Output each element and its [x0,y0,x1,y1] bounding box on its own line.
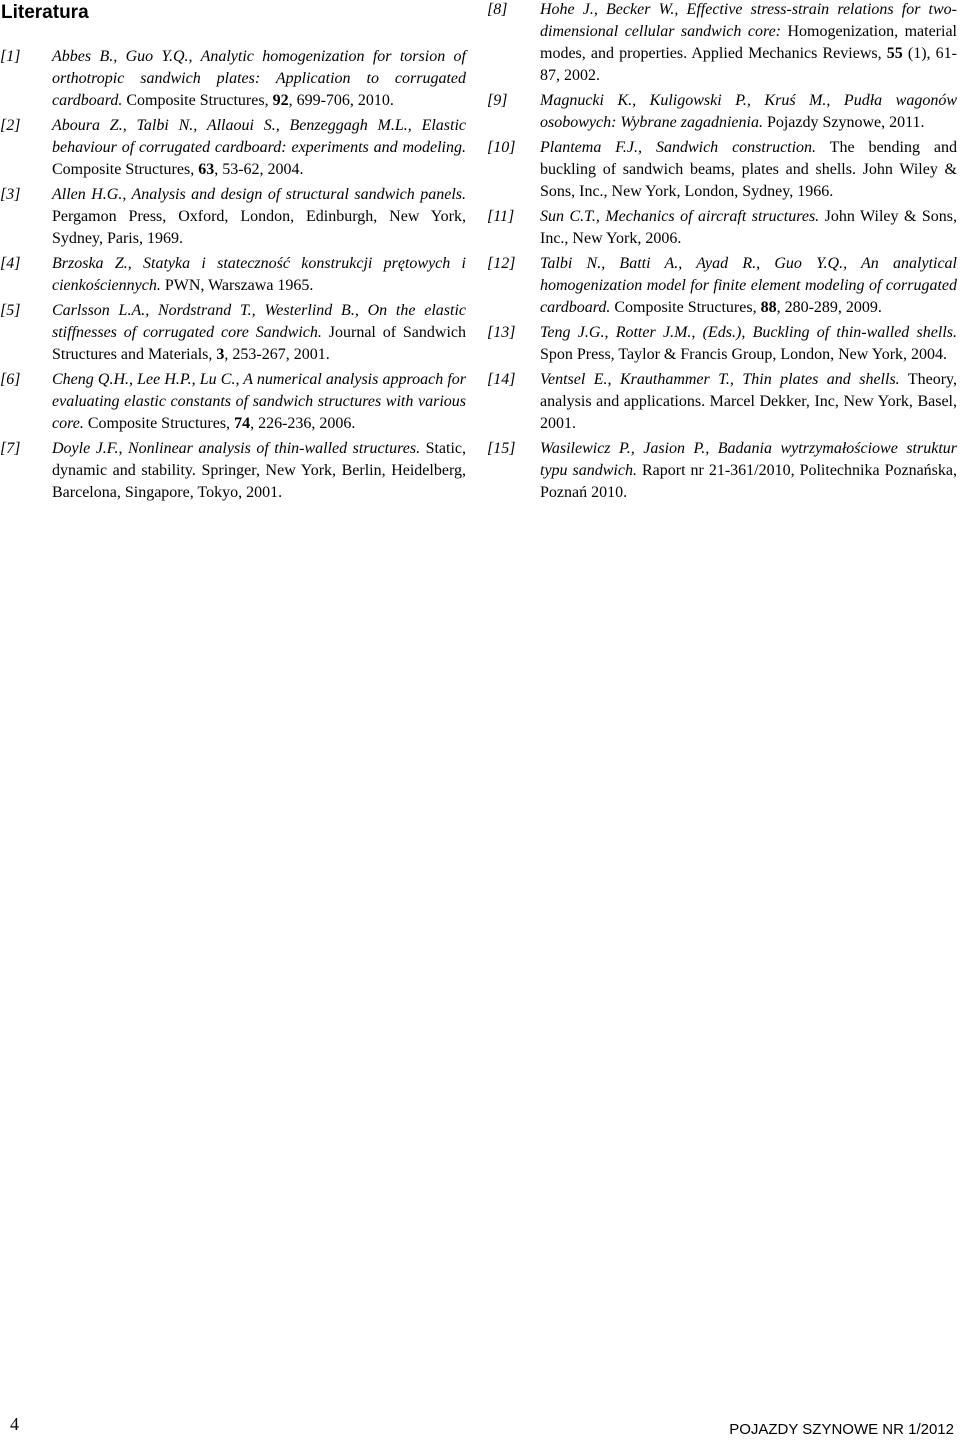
journal-footer: POJAZDY SZYNOWE NR 1/2012 [729,1421,954,1438]
reference-item [487,206,957,250]
reference-title: , An analytical homogenization model for finite element modeling of corrugated cardboard. [540,255,958,316]
reference-item [0,253,466,297]
reference-text [52,438,466,504]
reference-authors: Doyle J.F. [52,440,119,457]
reference-title: , On the elastic stiffnesses of corrugated core Sandwich. [52,302,466,341]
reference-publication: Homogenization, material modes, and properties. Applied Mechanics Reviews, [540,23,957,62]
reference-volume: 88 [760,299,777,316]
reference-title: , Statyka i stateczność konstrukcji prętowych i cienkościennych. [52,255,466,294]
reference-item [487,90,957,134]
reference-authors: Ventsel E., Krauthammer T. [540,371,730,388]
reference-authors: Magnucki K., Kuligowski P., Kruś M. [540,92,827,109]
reference-pages-year: , 253-267, 2001. [224,346,330,363]
reference-authors: Abbes B., Guo Y.Q. [52,48,189,65]
reference-title: , Buckling of thin-walled shells. [741,324,957,341]
reference-number: [12] [487,255,516,272]
reference-volume: 3 [216,346,225,363]
reference-authors: Aboura Z., Talbi N., Allaoui S., Benzeggagh M.L. [52,117,408,134]
reference-item [0,184,466,250]
reference-title: , Pudła wagonów osobowych: Wybrane zagadnienia. [540,92,957,131]
reference-title: , Analytic homogenization for torsion of orthotropic sandwich plates: Application to corrugated cardboard. [52,48,466,109]
reference-publication: Theory, analysis and applications. Marcel Dekker, Inc, New York, Basel, 2001. [540,371,957,432]
reference-publication: PWN, Warszawa 1965. [160,277,314,294]
reference-pages-year: , 699-706, 2010. [288,92,394,109]
reference-text [52,46,466,112]
reference-number: [1] [0,48,21,65]
reference-number: [9] [487,92,508,109]
reference-item [0,46,466,112]
reference-text [540,438,957,504]
reference-title: , Badania wytrzymałościowe struktur typu sandwich. [540,440,957,479]
reference-item [487,137,957,203]
reference-text [52,115,466,181]
reference-number: [2] [0,117,21,134]
reference-authors: Brzoska Z. [52,255,128,272]
reference-title: , Analysis and design of structural sandwich panels. [122,186,467,203]
reference-number: [8] [487,1,508,18]
reference-item [487,322,957,366]
reference-text [540,322,957,366]
reference-authors: Carlsson L.A., Nordstrand T., Westerlind B. [52,302,355,319]
reference-title: , Mechanics of aircraft structures. [595,208,820,225]
reference-item [487,369,957,435]
reference-title: , Effective stress-strain relations for two-dimensional cellular sandwich core: [540,1,957,40]
reference-item [487,438,957,504]
references-left-column [0,46,466,507]
reference-title: , Nonlinear analysis of thin-walled structures. [118,440,421,457]
reference-number: [14] [487,371,516,388]
reference-authors: Sun C.T. [540,208,596,225]
reference-publication: Pojazdy Szynowe, 2011. [762,114,925,131]
reference-number: [5] [0,302,21,319]
reference-item [0,300,466,366]
page-number: 4 [10,1414,19,1434]
reference-text [540,369,957,435]
reference-item [487,253,957,319]
reference-item [0,115,466,181]
reference-item [487,0,957,87]
reference-authors: Wasilewicz P., Jasion P. [540,440,706,457]
reference-number: [7] [0,440,21,457]
reference-item [0,369,466,435]
reference-authors: Plantema F.J. [540,139,639,156]
reference-pages-year: , 280-289, 2009. [776,299,882,316]
reference-publication: Pergamon Press, Oxford, London, Edinburgh, New York, Sydney, Paris, 1969. [52,208,466,247]
reference-authors: Allen H.G. [52,186,123,203]
reference-text [52,300,466,366]
reference-title: , Thin plates and shells. [729,371,900,388]
reference-number: [3] [0,186,21,203]
reference-publication: Raport nr 21-361/2010, Politechnika Poznańska, Poznań 2010. [540,462,957,501]
reference-volume: 74 [234,415,251,432]
reference-text [52,253,466,297]
reference-authors: Cheng Q.H., Lee H.P., Lu C. [52,371,236,388]
reference-text [52,369,466,435]
reference-text [540,137,957,203]
reference-publication: Composite Structures, [610,299,761,316]
reference-authors: Hohe J., Becker W. [540,1,675,18]
reference-number: [4] [0,255,21,272]
reference-authors: Teng J.G., Rotter J.M., (Eds.) [540,324,742,341]
reference-publication: The bending and buckling of sandwich beams, plates and shells. John Wiley & Sons, Inc., New York, London, Sydney, 1966. [540,139,958,200]
reference-authors: Talbi N., Batti A., Ayad R., Guo Y.Q. [540,255,844,272]
reference-item [0,438,466,504]
reference-title: , Elastic behaviour of corrugated cardboard: experiments and modeling. [52,117,467,156]
reference-pages-year: (1), 61-87, 2002. [540,45,958,84]
reference-text [540,253,957,319]
reference-number: [11] [487,208,515,225]
reference-number: [6] [0,371,21,388]
reference-publication: Static, dynamic and stability. Springer, New York, Berlin, Heidelberg, Barcelona, Singapore, Tokyo, 2001. [52,440,467,501]
reference-volume: 63 [198,161,215,178]
reference-number: [15] [487,440,516,457]
reference-volume: 92 [272,92,289,109]
reference-publication: Journal of Sandwich Structures and Materials, [52,324,466,363]
reference-title: , A numerical analysis approach for evaluating elastic constants of sandwich structures with various core. [52,371,466,432]
reference-number: [13] [487,324,516,341]
reference-publication: Composite Structures, [52,161,199,178]
reference-publication: Spon Press, Taylor & Francis Group, London, New York, 2004. [540,346,948,363]
references-right-column [487,0,957,507]
reference-text [52,184,466,250]
reference-pages-year: , 226-236, 2006. [250,415,356,432]
reference-text [540,0,957,87]
section-heading: Literatura [1,2,89,23]
reference-publication: Composite Structures, [122,92,273,109]
reference-publication: John Wiley & Sons, Inc., New York, 2006. [540,208,958,247]
reference-publication: Composite Structures, [83,415,235,432]
reference-volume: 55 [886,45,903,62]
reference-number: [10] [487,139,516,156]
reference-pages-year: , 53-62, 2004. [214,161,304,178]
reference-title: , Sandwich construction. [638,139,817,156]
reference-text [540,90,957,134]
reference-text [540,206,957,250]
